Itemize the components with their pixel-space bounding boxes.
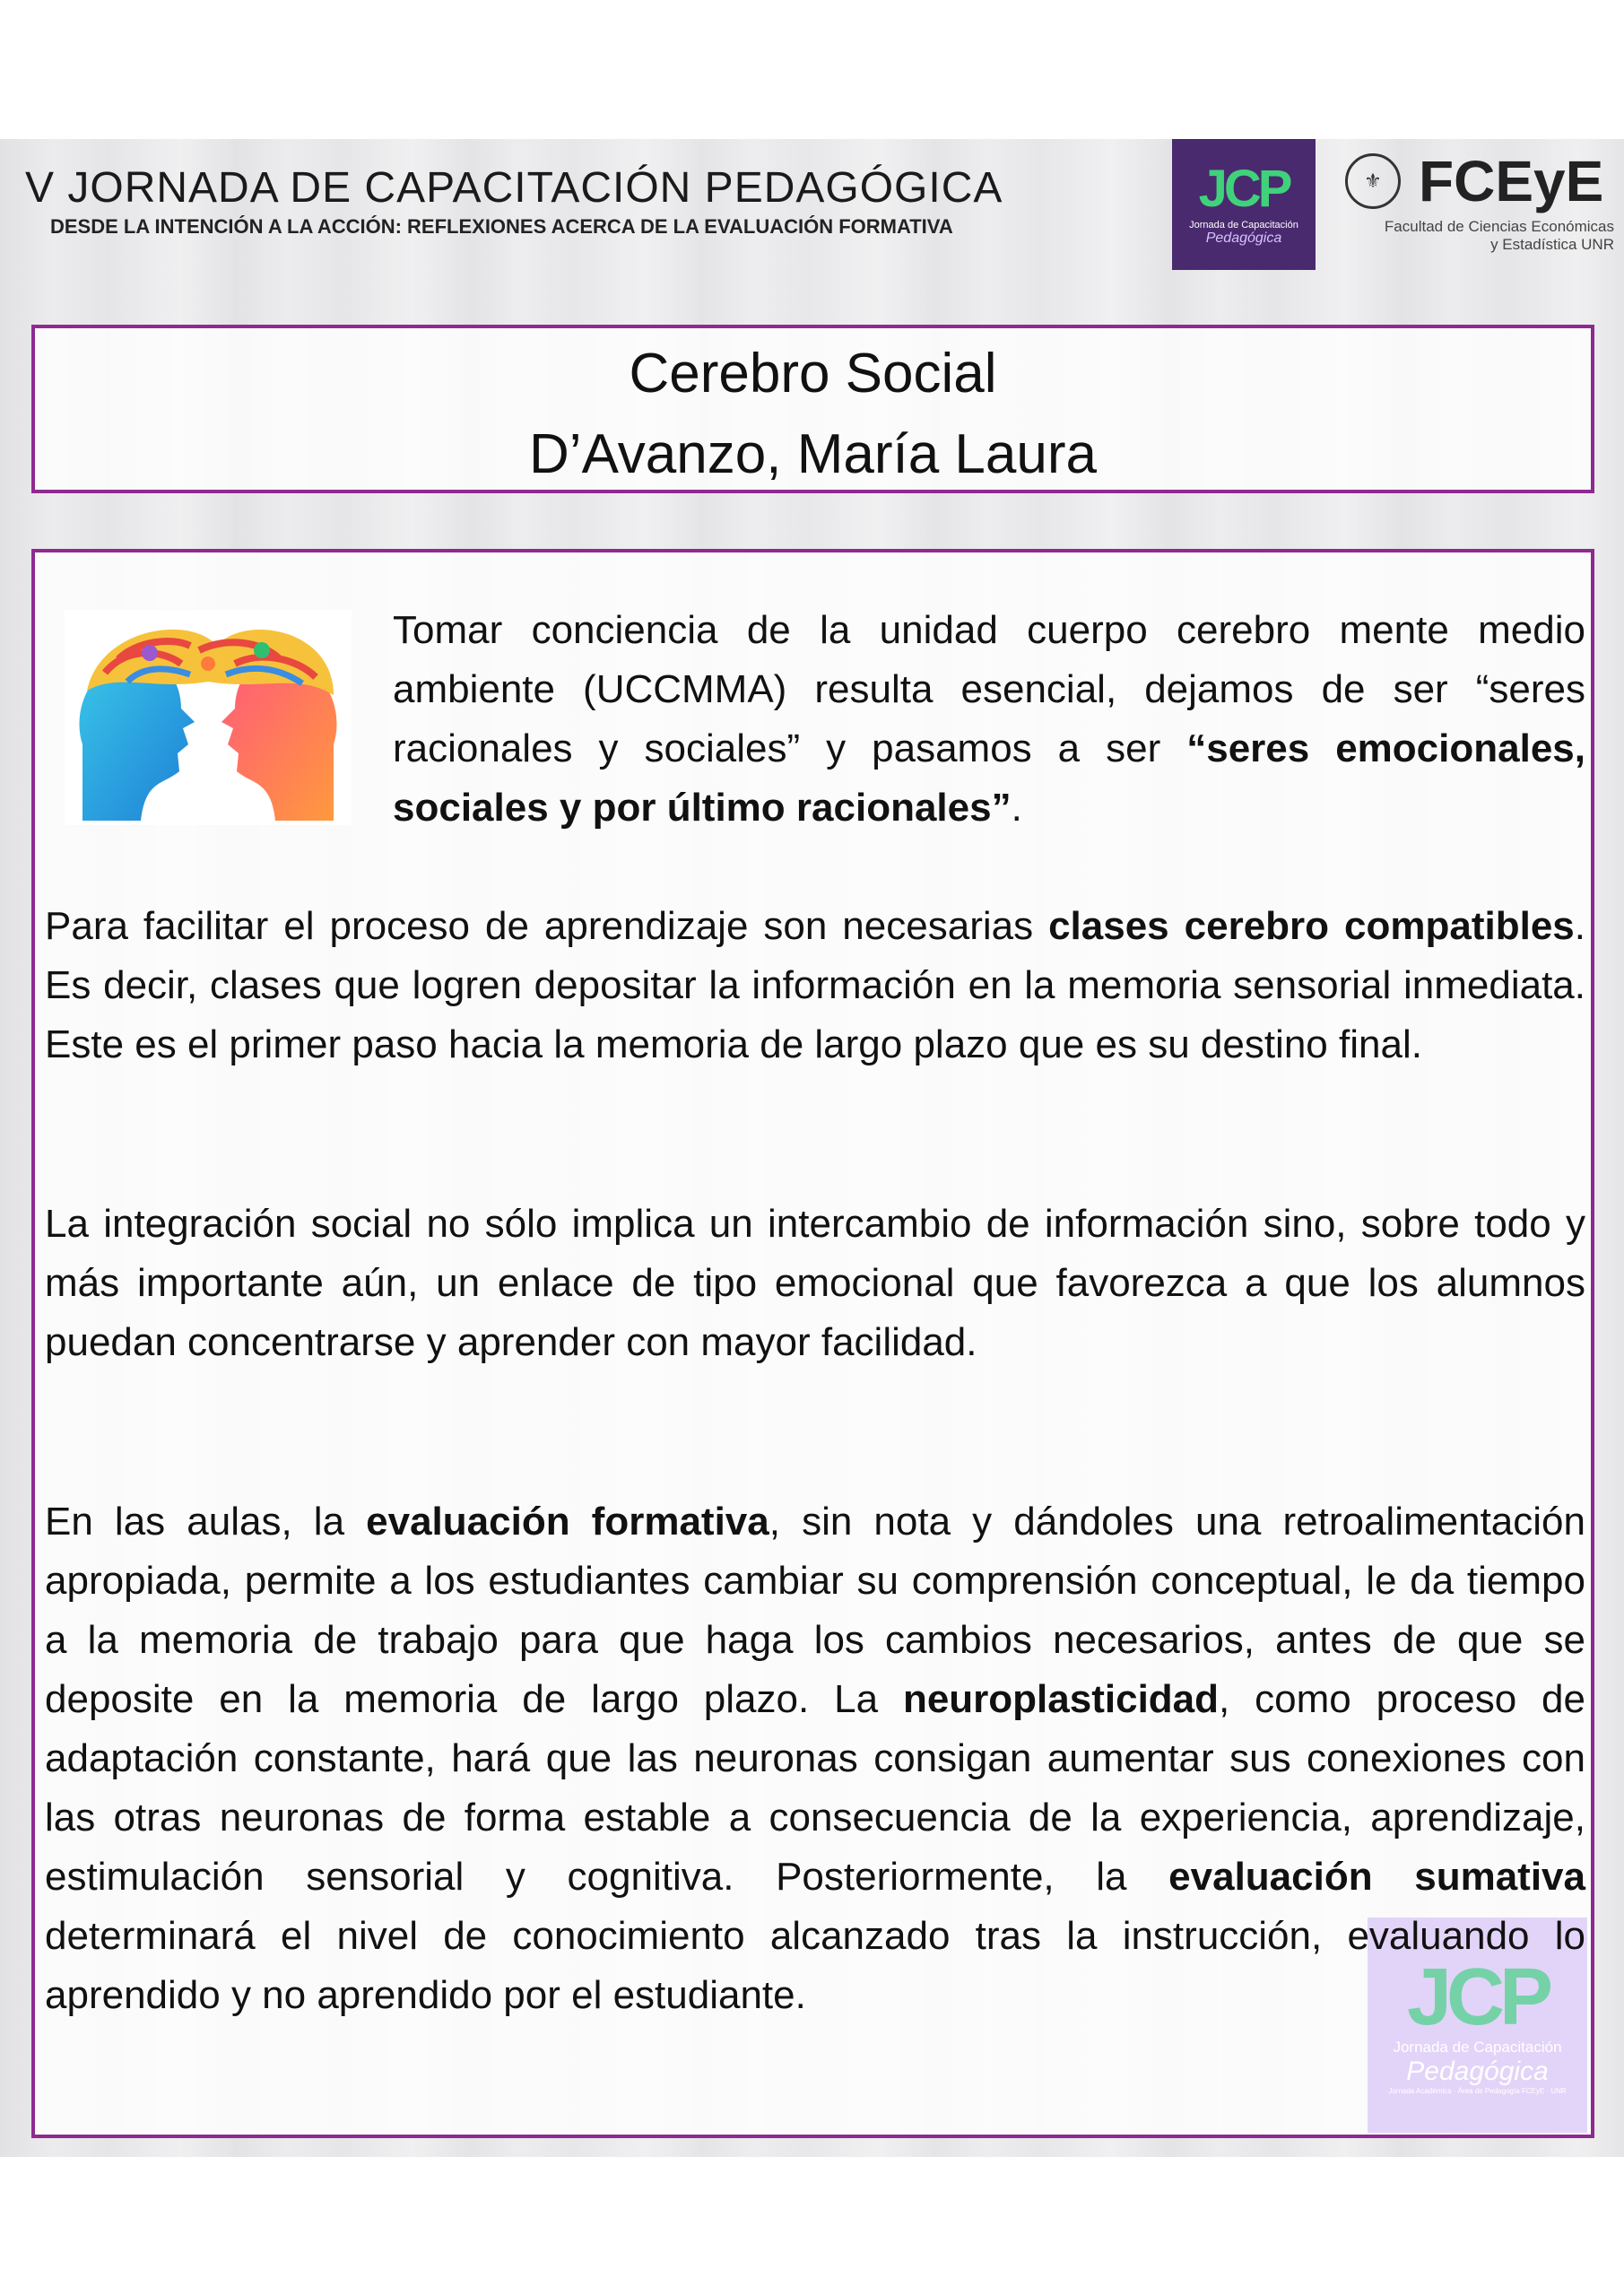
paragraph-social-integration: La integración social no sólo implica un intercambio de información sino, sobre todo y más importante aún, un enlace de tipo emocional que favorezca a que los alumnos puedan concentrarse y aprender con mayor facilidad. <box>45 1202 1585 1364</box>
author-name: D’Avanzo, María Laura <box>529 423 1097 485</box>
watermark-mark: JCP <box>1406 1952 1549 2042</box>
university-seal-icon: ⚜ <box>1345 153 1401 209</box>
page-title: Cerebro Social <box>629 343 997 404</box>
jornada-logo-script: Pedagógica <box>1205 230 1282 246</box>
watermark-script: Pedagógica <box>1406 2056 1549 2086</box>
title-box <box>31 325 1594 493</box>
fceye-subtitle: Facultad de Ciencias Económicas y Estadística UNR <box>1384 218 1614 253</box>
watermark-line: Jornada de Capacitación <box>1393 2038 1562 2056</box>
event-title: V JORNADA DE CAPACITACIÓN PEDAGÓGICA <box>25 164 1003 212</box>
jornada-logo <box>1172 139 1316 270</box>
jornada-logo-line: Jornada de Capacitación <box>1189 220 1298 230</box>
event-subtitle: DESDE LA INTENCIÓN A LA ACCIÓN: REFLEXIONES ACERCA DE LA EVALUACIÓN FORMATIVA <box>50 215 953 238</box>
paragraph-evaluation: En las aulas, la evaluación formativa, sin nota y dándoles una retroalimentación apropiada, permite a los estudiantes cambiar su comprensión conceptual, le da tiempo a la memoria de trabajo para que haga los cambios necesarios, antes de que se deposite en la memoria de largo plazo. La neuroplasticidad, como proceso de adaptación constante, hará que las neuronas consigan aumentar sus conexiones con las otras neuronas de forma estable a consecuencia de la experiencia, aprendizaje, estimulación sensorial y cognitiva. Posteriormente, la evaluación sumativa determinará el nivel de conocimiento alcanzado tras la instrucción, evaluando lo aprendido y no aprendido por el estudiante. <box>45 1500 1586 2017</box>
heads-brain-illustration <box>65 610 352 825</box>
jornada-logo-mark: JCP <box>1198 160 1290 218</box>
watermark-tiny: Jornada Académica · Área de Pedagogía FCEyE · UNR <box>1388 2086 1567 2095</box>
fceye-wordmark: FCEyE <box>1419 149 1604 213</box>
intro-paragraph: Tomar conciencia de la unidad cuerpo cerebro mente medio ambiente (UCCMMA) resulta esencial, dejamos de ser “seres racionales y sociales” y pasamos a ser “seres emocionales, sociales y por último racionales”. <box>393 608 1585 830</box>
paragraph-brain-compatible: Para facilitar el proceso de aprendizaje son necesarias clases cerebro compatibles. Es decir, clases que logren depositar la información en la memoria sensorial inmediata. Este es el primer paso hacia la memoria de largo plazo que es su destino final. <box>45 904 1585 1066</box>
fceye-logo <box>1345 148 1614 256</box>
